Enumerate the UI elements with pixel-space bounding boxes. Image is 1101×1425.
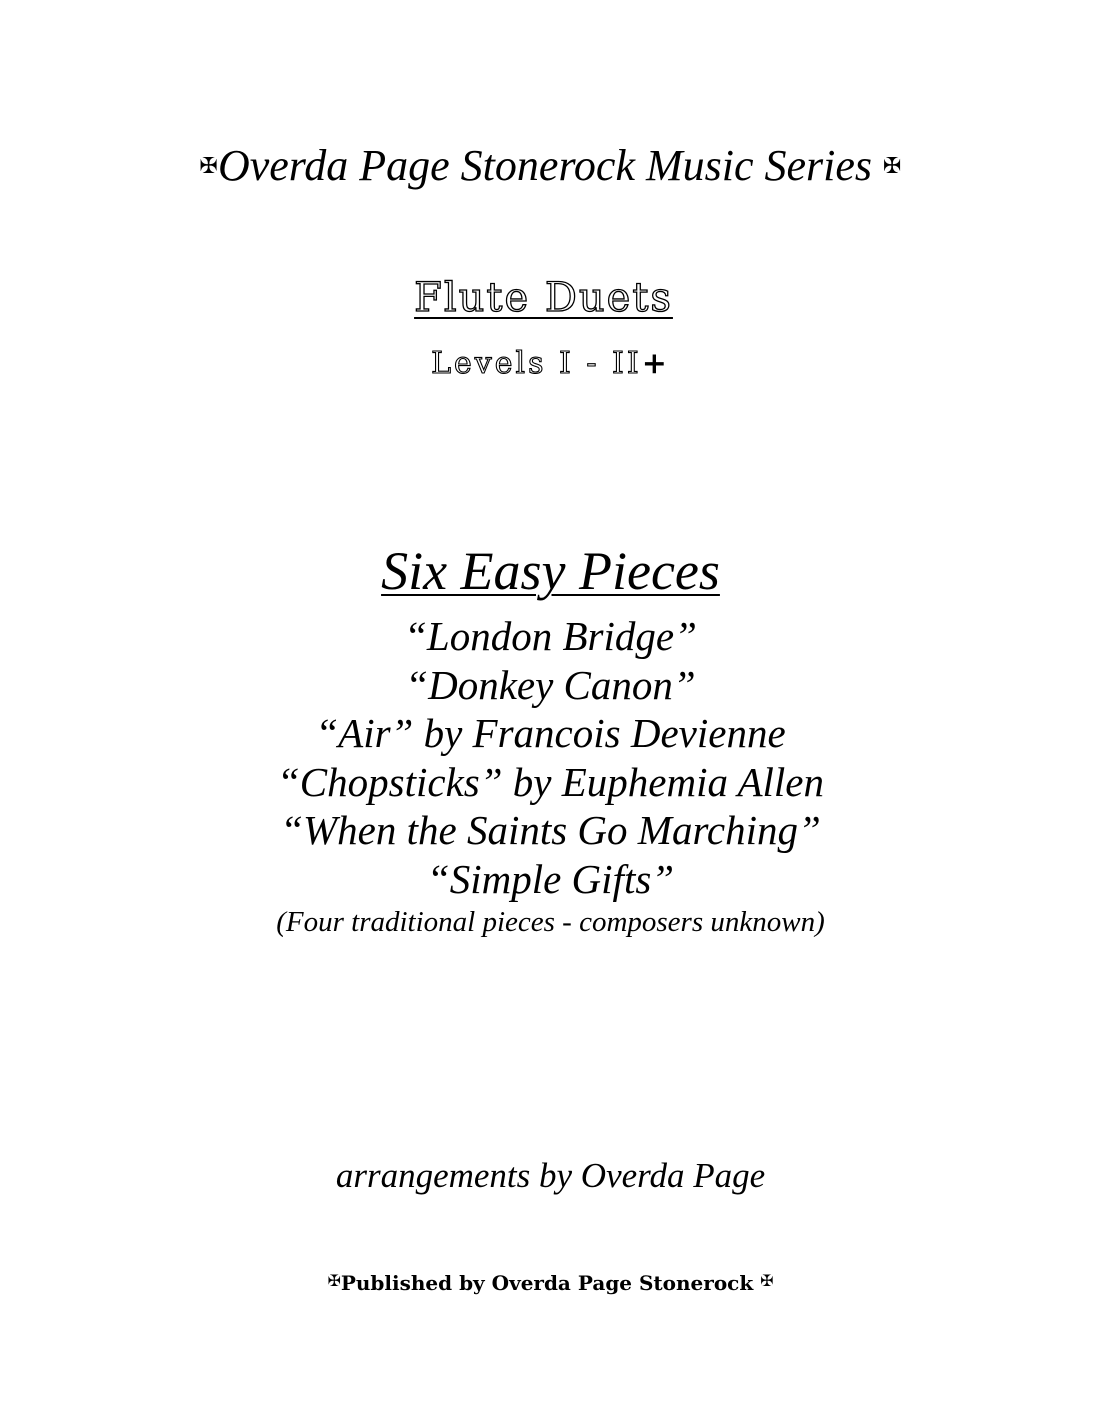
- piece-item: “Chopsticks” by Euphemia Allen: [276, 758, 824, 805]
- publisher-right-cross-icon: ✠: [760, 1270, 774, 1290]
- piece-item: “Donkey Canon”: [405, 661, 696, 708]
- series-title-text: Overda Page Stonerock Music Series: [217, 141, 873, 190]
- collection-title: [0, 538, 1101, 604]
- composers-note: (Four traditional pieces - composers unknown): [276, 906, 825, 938]
- arranger-credit: arrangements by Overda Page: [335, 1156, 766, 1195]
- piece-item: “Simple Gifts”: [426, 855, 675, 902]
- series-title: [0, 138, 1101, 198]
- piece-item: “Air” by Francois Devienne: [315, 710, 786, 756]
- piece-item: “When the Saints Go Marching”: [280, 807, 821, 853]
- publisher-line: [0, 1266, 1101, 1302]
- publisher-text: Published by Overda Page Stonerock: [340, 1271, 754, 1295]
- document-title-text: Flute Duets: [414, 275, 673, 321]
- document-title: [0, 272, 1101, 324]
- pieces-list: [0, 612, 1101, 903]
- levels-text: Levels I - II: [431, 346, 642, 381]
- levels-line: [0, 344, 1101, 384]
- piece-item: “London Bridge”: [404, 613, 697, 659]
- publisher-left-cross-icon: ✠: [327, 1270, 341, 1290]
- levels-plus: +: [641, 346, 670, 381]
- collection-title-text: Six Easy Pieces: [381, 541, 720, 601]
- right-cross-ornament-icon: ✠: [883, 153, 902, 179]
- left-cross-ornament-icon: ✠: [199, 153, 218, 179]
